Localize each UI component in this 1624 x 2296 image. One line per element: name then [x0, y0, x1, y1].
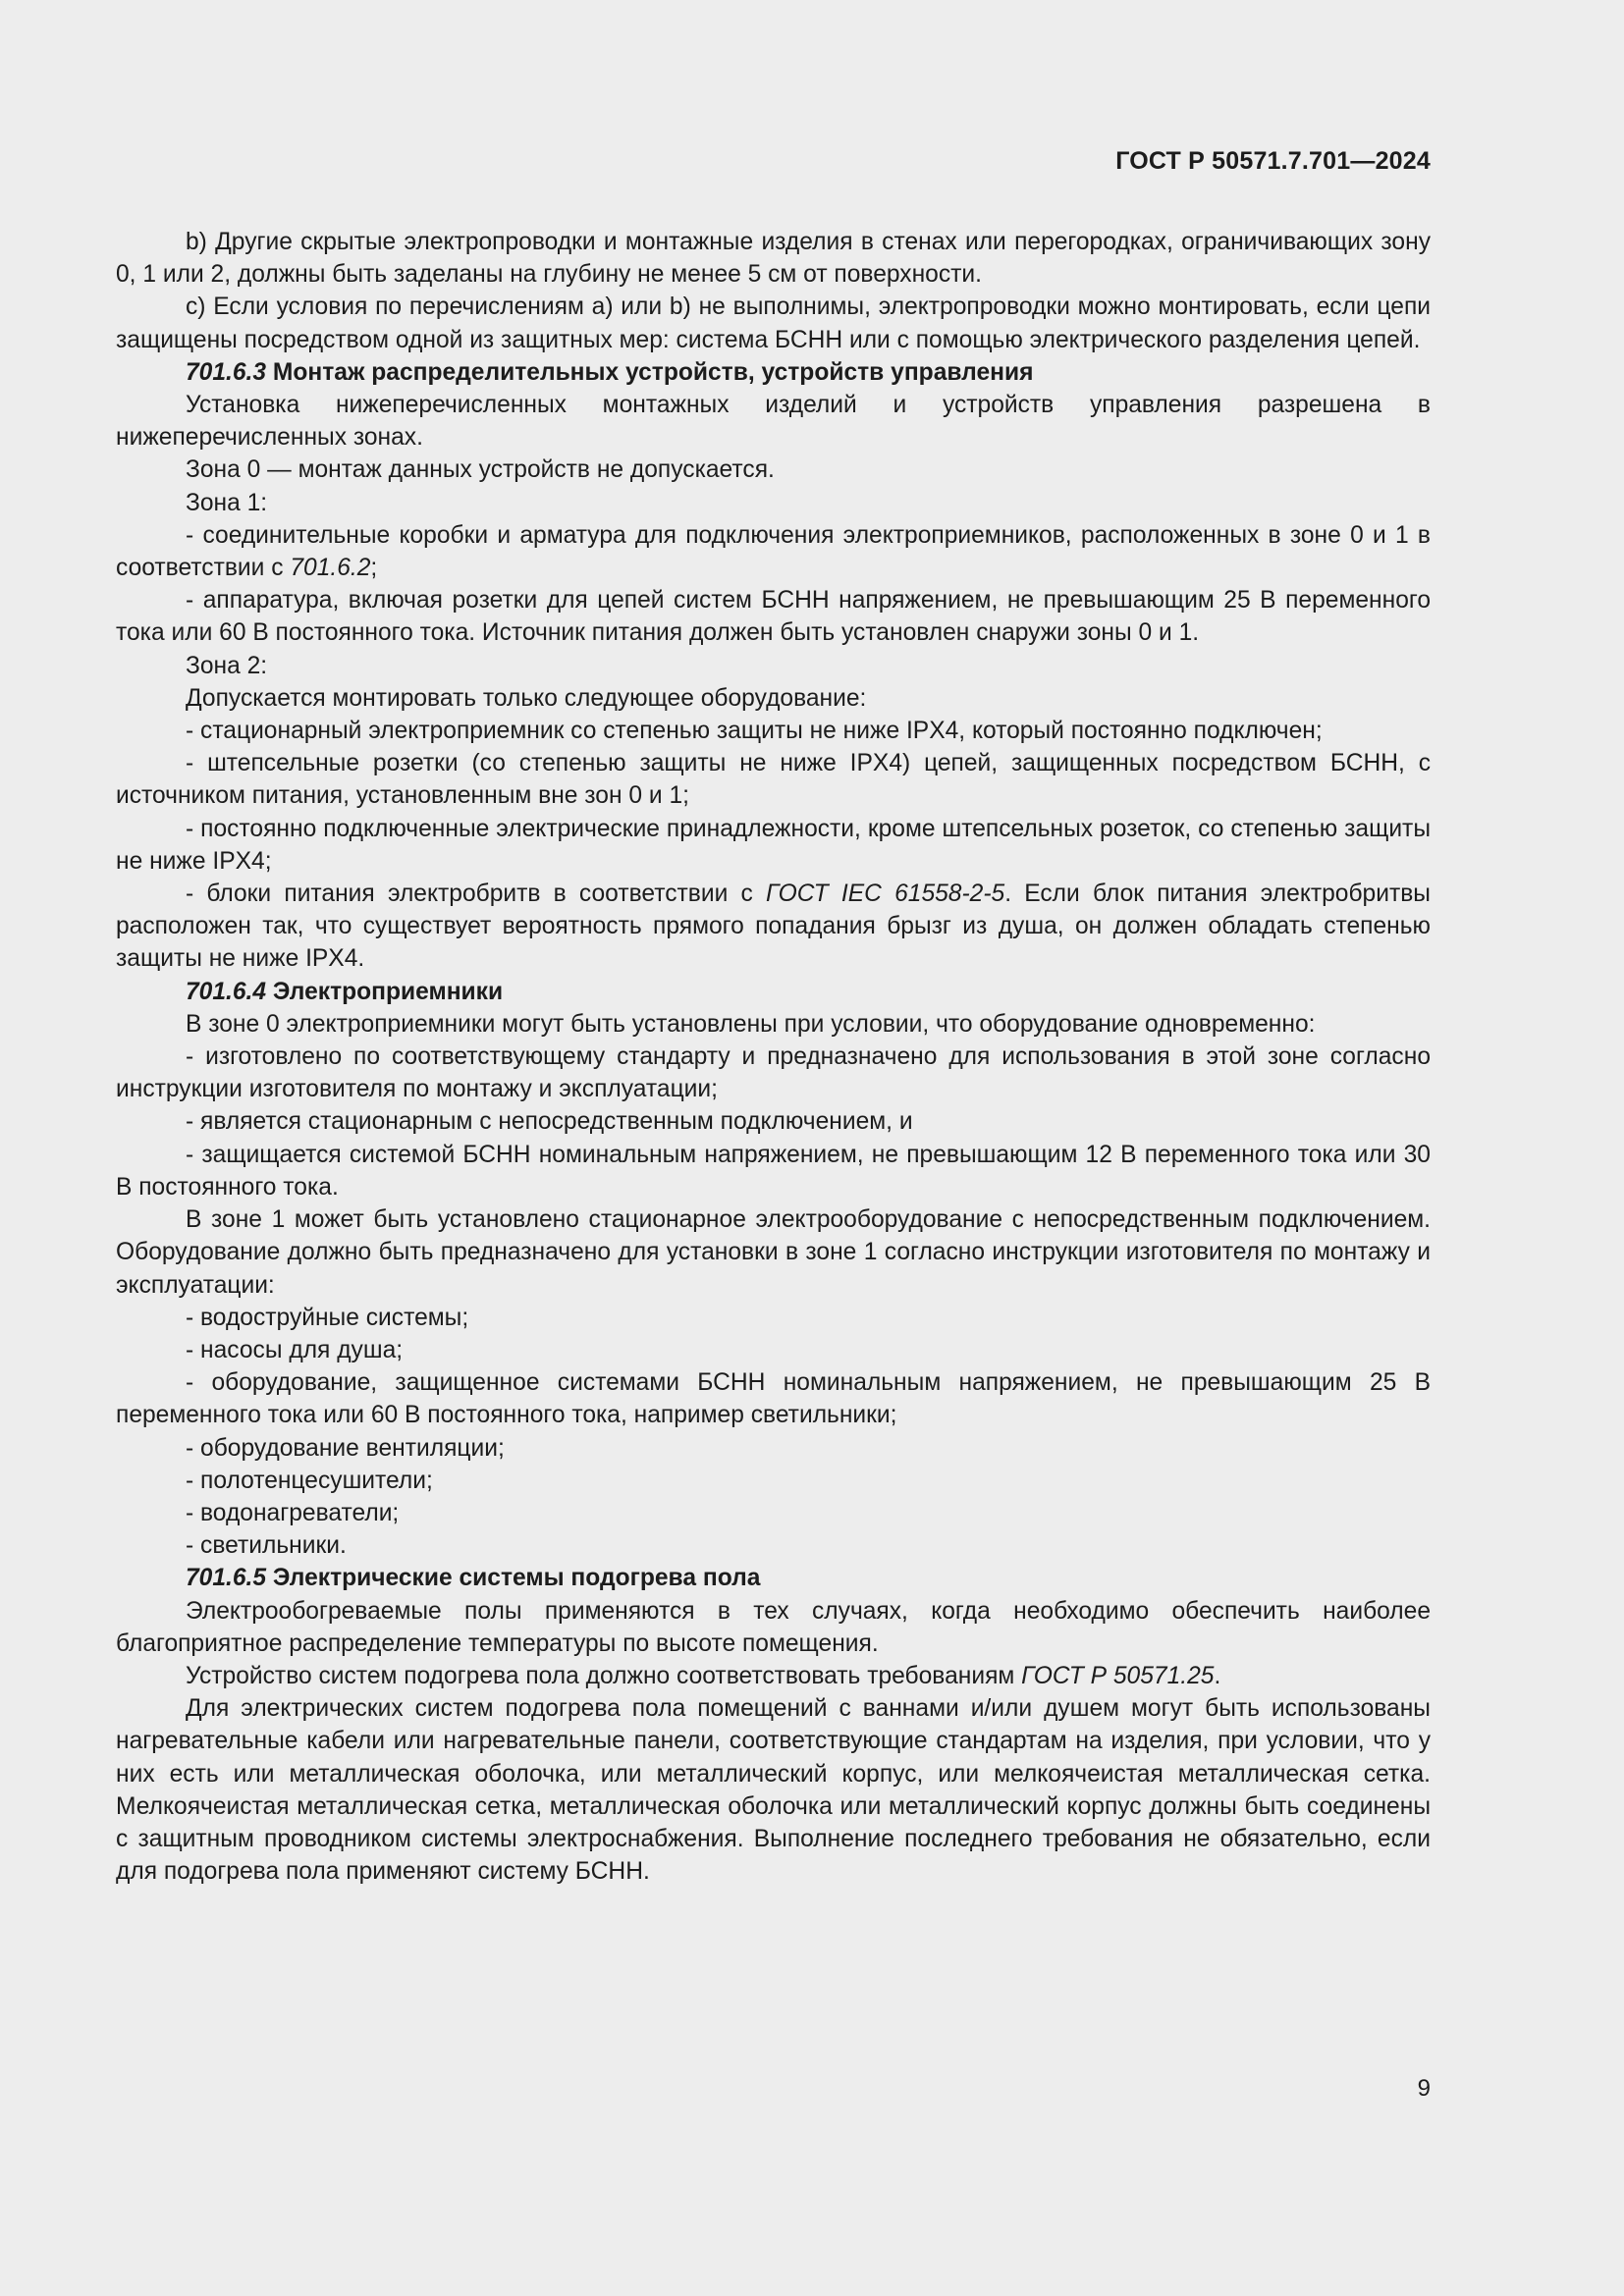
list-item: - оборудование, защищенное системами БСНН номинальным напряжением, не превышающим 25 В переменного тока или 60 В постоянного тока, например светильники;	[116, 1369, 1431, 1429]
list-item: - постоянно подключенные электрические принадлежности, кроме штепсельных розеток, со степенью защиты не ниже IPX4;	[116, 815, 1431, 875]
list-item: - стационарный электроприемник со степенью защиты не ниже IPX4, который постоянно подключен;	[186, 718, 1323, 745]
section-heading-701-6-3	[116, 356, 1431, 389]
paragraph: Электрообогреваемые полы применяются в тех случаях, когда необходимо обеспечить наиболее благоприятное распределение температуры по высоте помещения.	[116, 1597, 1431, 1657]
paragraph: Зона 2:	[186, 652, 268, 679]
page-number: 9	[1417, 2075, 1431, 2102]
list-item: - водонагреватели;	[186, 1499, 400, 1526]
section-number: 701.6.5	[186, 1565, 267, 1592]
section-title: Монтаж распределительных устройств, устройств управления	[266, 358, 1034, 386]
paragraph: В зоне 1 может быть установлено стационарное электрооборудование с непосредственным подключением. Оборудование должно быть предназначено для установки в зоне 1 согласно инструкции изготовителя по монтажу и эксплуатации:	[116, 1206, 1431, 1299]
section-title: Электрические системы подогрева пола	[266, 1565, 761, 1592]
cross-reference: ГОСТ IEC 61558-2-5	[766, 881, 1005, 908]
section-number: 701.6.4	[186, 978, 267, 1005]
list-item: - водоструйные системы;	[186, 1304, 469, 1331]
paragraph: В зоне 0 электроприемники могут быть установлены при условии, что оборудование одновременно:	[186, 1010, 1316, 1038]
list-item: - является стационарным с непосредственным подключением, и	[186, 1108, 913, 1136]
paragraph-item-c: c) Если условия по перечислениям a) или b) не выполнимы, электропроводки можно монтировать, если цепи защищены посредством одной из защитных мер: система БСНН или с помощью электрического разделения цепей.	[116, 294, 1431, 353]
paragraph: Устройство систем подогрева пола должно соответствовать требованиям ГОСТ Р 50571.25.	[186, 1662, 1221, 1689]
section-heading-701-6-5	[116, 1562, 1431, 1594]
list-item: - блоки питания электробритв в соответствии с ГОСТ IEC 61558-2-5. Если блок питания электробритвы расположен так, что существует вероятность прямого попадания брызг из душа, он должен обладать степенью защиты не ниже IPX4.	[116, 881, 1431, 973]
list-item: - насосы для душа;	[186, 1336, 404, 1363]
cross-reference: 701.6.2	[290, 555, 371, 582]
list-item: - аппаратура, включая розетки для цепей систем БСНН напряжением, не превышающим 25 В переменного тока или 60 В постоянного тока. Источник питания должен быть установлен снаружи зоны 0 и 1.	[116, 587, 1431, 647]
cross-reference: ГОСТ Р 50571.25	[1021, 1662, 1215, 1689]
list-item: - соединительные коробки и арматура для подключения электроприемников, расположенных в зоне 0 и 1 в соответствии с 701.6.2;	[116, 521, 1431, 582]
paragraph: Допускается монтировать только следующее оборудование:	[186, 684, 867, 712]
document-body	[116, 226, 1431, 1888]
paragraph: Для электрических систем подогрева пола помещений с ваннами и/или душем могут быть использованы нагревательные кабели или нагревательные панели, соответствующие стандартам на изделия, при условии, что у них есть или металлическая оболочка, или металлический корпус, или мелкоячеистая металлическая сетка. Мелкоячеистая металлическая сетка, металлическая оболочка или металлический корпус должны быть соединены с защитным проводником системы электроснабжения. Выполнение последнего требования не обязательно, если для подогрева пола применяют систему БСНН.	[116, 1695, 1431, 1886]
document-header: ГОСТ Р 50571.7.701—2024	[1115, 147, 1431, 175]
list-item: - оборудование вентиляции;	[186, 1434, 505, 1462]
list-item: - полотенцесушители;	[186, 1467, 433, 1494]
paragraph: Зона 0 — монтаж данных устройств не допускается.	[186, 456, 775, 484]
list-item: - защищается системой БСНН номинальным напряжением, не превышающим 12 В переменного тока или 30 В постоянного тока.	[116, 1141, 1431, 1201]
paragraph: Установка нижеперечисленных монтажных изделий и устройств управления разрешена в нижеперечисленных зонах.	[116, 392, 1431, 452]
section-heading-701-6-4	[116, 976, 1431, 1008]
paragraph-item-b: b) Другие скрытые электропроводки и монтажные изделия в стенах или перегородках, ограничивающих зону 0, 1 или 2, должны быть заделаны на глубину не менее 5 см от поверхности.	[116, 229, 1431, 289]
section-number: 701.6.3	[186, 358, 267, 386]
list-item: - штепсельные розетки (со степенью защиты не ниже IPX4) цепей, защищенных посредством БСНН, с источником питания, установленным вне зон 0 и 1;	[116, 750, 1431, 810]
list-item: - светильники.	[186, 1532, 347, 1560]
section-title: Электроприемники	[266, 978, 504, 1005]
paragraph: Зона 1:	[186, 489, 268, 516]
list-item: - изготовлено по соответствующему стандарту и предназначено для использования в этой зоне согласно инструкции изготовителя по монтажу и эксплуатации;	[116, 1043, 1431, 1103]
